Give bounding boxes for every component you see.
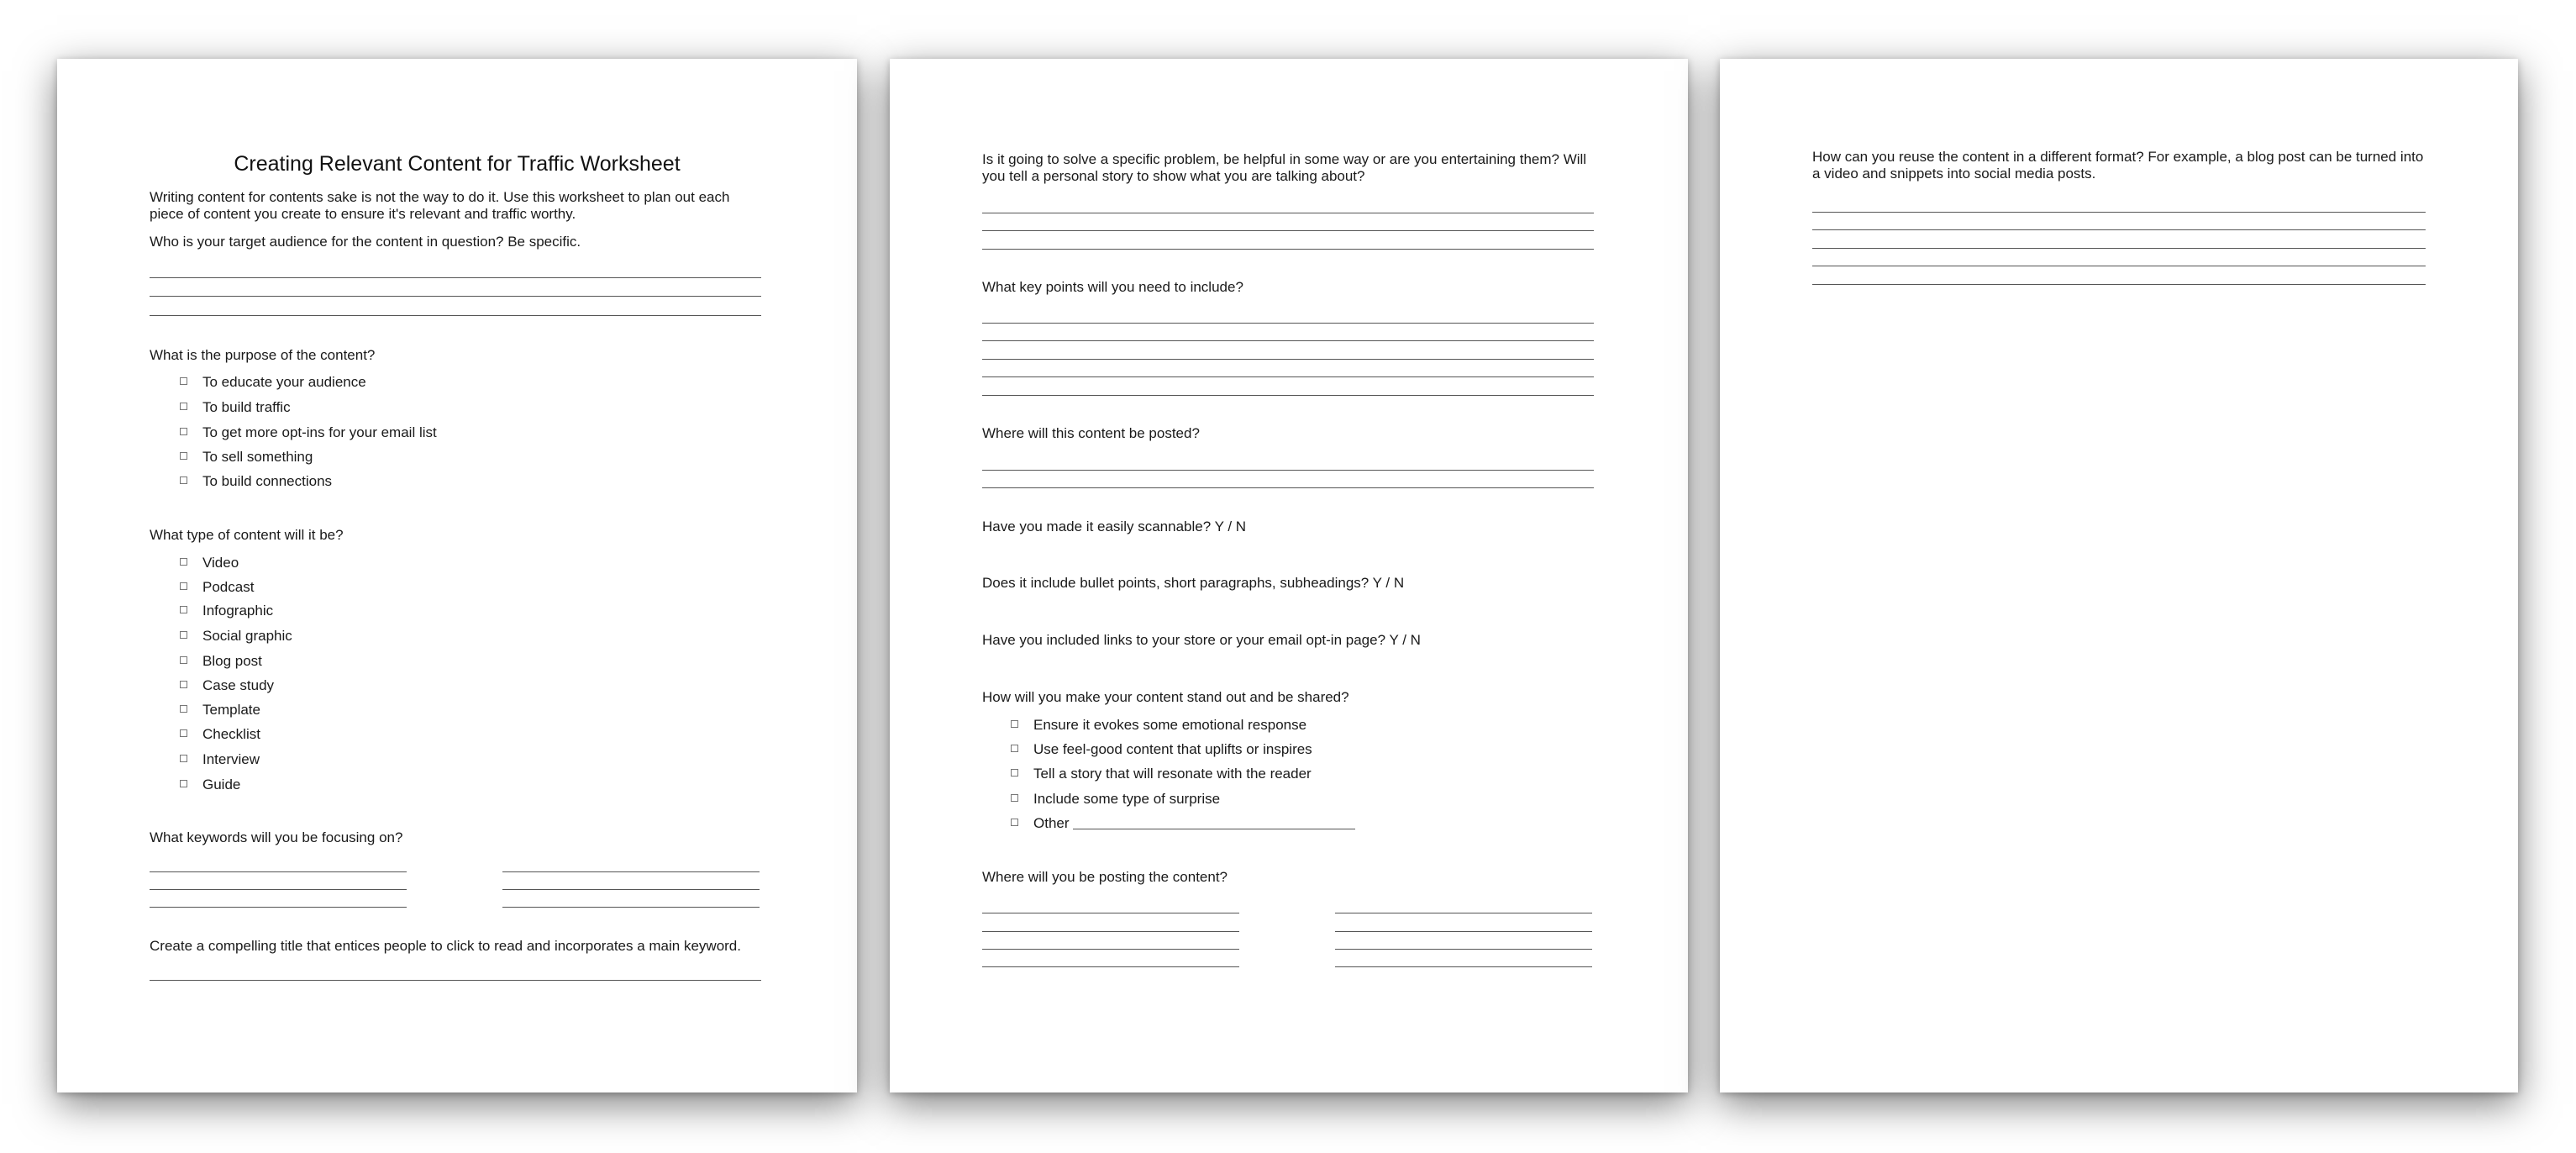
keyword-line[interactable] — [150, 889, 407, 890]
stand-out-option-other[interactable]: Other — [1011, 815, 1355, 832]
content-type-option[interactable]: Infographic — [180, 603, 273, 619]
title-question: Create a compelling title that entices people to click to read and incorporates a main keyword. — [150, 938, 741, 954]
checkbox[interactable] — [180, 403, 187, 410]
answer-line[interactable] — [982, 359, 1594, 360]
worksheet-page-2 — [890, 59, 1688, 1092]
bullet-points-question: Does it include bullet points, short paragraphs, subheadings? Y / N — [982, 575, 1405, 591]
purpose-option[interactable]: To build connections — [180, 473, 332, 490]
keywords-question: What keywords will you be focusing on? — [150, 829, 403, 845]
purpose-option[interactable]: To build traffic — [180, 399, 291, 416]
checkbox[interactable] — [1011, 720, 1018, 728]
checkbox[interactable] — [180, 377, 187, 385]
checkbox[interactable] — [1011, 745, 1018, 752]
audience-question: Who is your target audience for the content in question? Be specific. — [150, 234, 581, 250]
stand-out-option[interactable]: Include some type of surprise — [1011, 791, 1220, 808]
answer-line[interactable] — [982, 931, 1239, 932]
stand-out-option[interactable]: Tell a story that will resonate with the reader — [1011, 766, 1312, 782]
keyword-line[interactable] — [502, 871, 760, 872]
answer-line[interactable] — [150, 277, 761, 278]
checkbox[interactable] — [180, 558, 187, 566]
answer-line[interactable] — [982, 966, 1239, 967]
checkbox[interactable] — [1011, 819, 1018, 826]
solve-question: Is it going to solve a specific problem, be helpful in some way or are you entertaining them? Will you tell a personal story to show what you are talking about? — [982, 151, 1587, 184]
checkbox[interactable] — [180, 582, 187, 590]
checkbox[interactable] — [180, 705, 187, 713]
stand-out-question: How will you make your content stand out and be shared? — [982, 689, 1349, 705]
checkbox[interactable] — [180, 681, 187, 688]
checkbox[interactable] — [180, 729, 187, 737]
answer-line[interactable] — [982, 487, 1594, 488]
checkbox[interactable] — [180, 606, 187, 613]
content-type-option[interactable]: Blog post — [180, 653, 262, 670]
page-title: Creating Relevant Content for Traffic Worksheet — [234, 152, 681, 176]
answer-line[interactable] — [982, 323, 1594, 324]
content-type-option[interactable]: Template — [180, 702, 260, 719]
answer-line[interactable] — [982, 340, 1594, 341]
answer-line[interactable] — [982, 230, 1594, 231]
answer-line[interactable] — [150, 315, 761, 316]
posted-question: Where will this content be posted? — [982, 425, 1200, 441]
answer-line[interactable] — [150, 296, 761, 297]
content-type-option[interactable]: Social graphic — [180, 628, 292, 645]
stand-out-option[interactable]: Use feel-good content that uplifts or inspires — [1011, 741, 1312, 758]
answer-line[interactable] — [150, 980, 761, 981]
answer-line[interactable] — [1335, 931, 1592, 932]
purpose-question: What is the purpose of the content? — [150, 347, 376, 363]
checkbox[interactable] — [1011, 794, 1018, 802]
keyword-line[interactable] — [150, 907, 407, 908]
answer-line[interactable] — [1335, 966, 1592, 967]
answer-line[interactable] — [1335, 949, 1592, 950]
answer-line[interactable] — [982, 395, 1594, 396]
intro-paragraph: Writing content for contents sake is not the way to do it. Use this worksheet to plan out each piece of content you create to ensure it's relevant and traffic worthy. — [150, 189, 730, 222]
answer-line[interactable] — [982, 470, 1594, 471]
keyword-line[interactable] — [502, 889, 760, 890]
worksheet-page-1 — [57, 59, 857, 1092]
answer-line[interactable] — [982, 376, 1594, 377]
content-type-option[interactable]: Checklist — [180, 726, 260, 743]
links-question: Have you included links to your store or your email opt-in page? Y / N — [982, 632, 1421, 648]
answer-line[interactable] — [982, 249, 1594, 250]
content-type-option[interactable]: Case study — [180, 677, 274, 694]
answer-line[interactable] — [1812, 212, 2426, 213]
checkbox[interactable] — [180, 631, 187, 639]
purpose-option[interactable]: To sell something — [180, 449, 313, 466]
checkbox[interactable] — [1011, 769, 1018, 777]
checkbox[interactable] — [180, 656, 187, 664]
purpose-option[interactable]: To educate your audience — [180, 374, 366, 391]
scannable-question: Have you made it easily scannable? Y / N — [982, 519, 1247, 534]
checkbox[interactable] — [180, 476, 187, 484]
reuse-question: How can you reuse the content in a different format? For example, a blog post can be turned into a video and snippets into social media posts. — [1812, 149, 2424, 182]
answer-line[interactable] — [1812, 284, 2426, 285]
checkbox[interactable] — [180, 755, 187, 762]
keyword-line[interactable] — [502, 907, 760, 908]
content-type-option[interactable]: Video — [180, 555, 239, 571]
content-type-option[interactable]: Podcast — [180, 579, 254, 596]
posting-question: Where will you be posting the content? — [982, 869, 1228, 885]
keyword-line[interactable] — [150, 871, 407, 872]
purpose-option[interactable]: To get more opt-ins for your email list — [180, 424, 437, 441]
answer-line[interactable] — [1812, 248, 2426, 249]
content-type-question: What type of content will it be? — [150, 527, 344, 543]
checkbox[interactable] — [180, 452, 187, 460]
content-type-option[interactable]: Interview — [180, 751, 260, 768]
answer-line[interactable] — [982, 949, 1239, 950]
answer-line[interactable] — [1812, 229, 2426, 230]
checkbox[interactable] — [180, 428, 187, 435]
checkbox[interactable] — [180, 780, 187, 787]
stand-out-option[interactable]: Ensure it evokes some emotional response — [1011, 717, 1306, 734]
content-type-option[interactable]: Guide — [180, 777, 240, 793]
worksheet-page-3 — [1720, 59, 2518, 1092]
key-points-question: What key points will you need to include? — [982, 279, 1243, 295]
